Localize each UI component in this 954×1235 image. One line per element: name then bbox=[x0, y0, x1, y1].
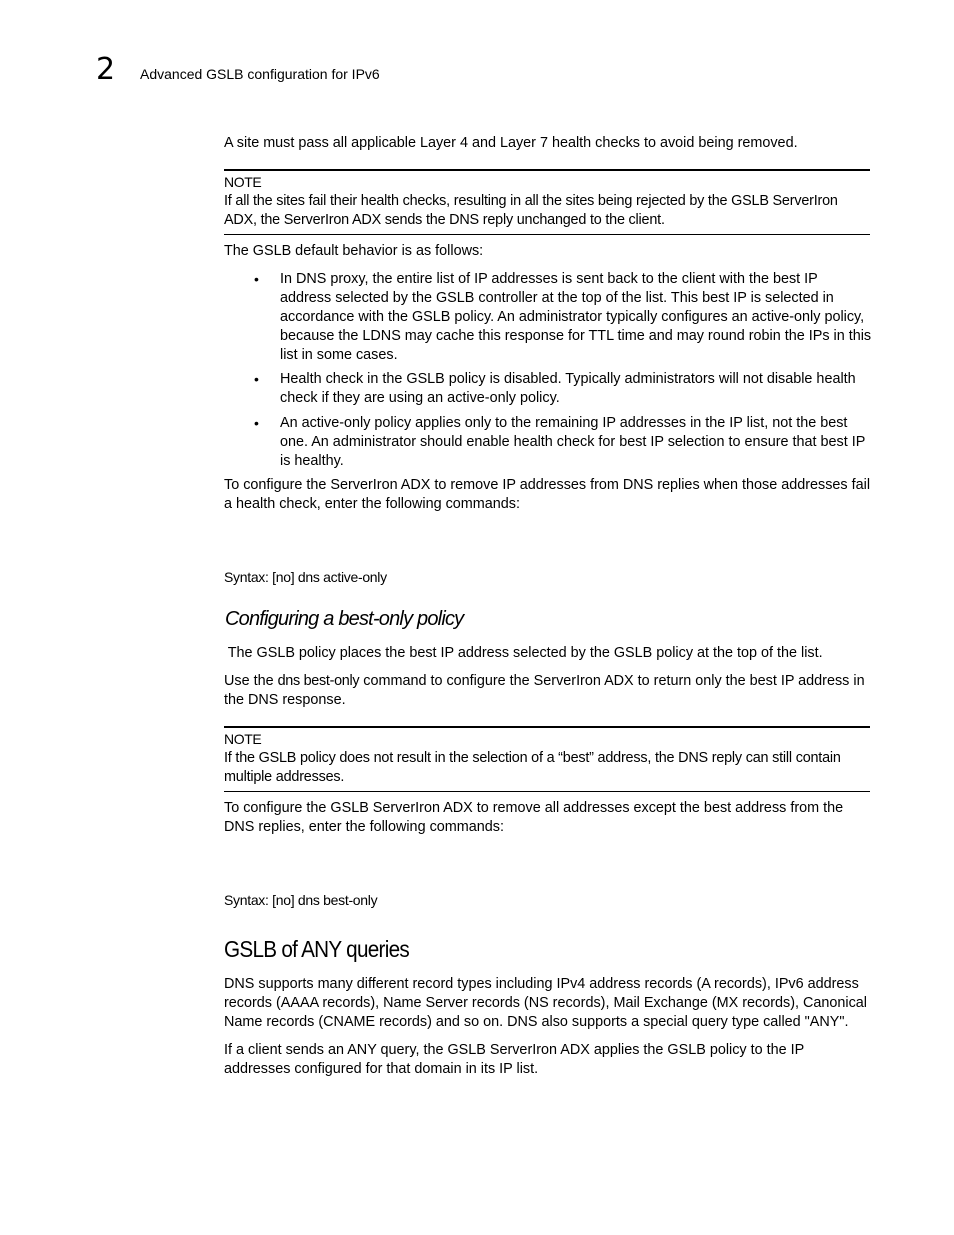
use-suffix-text: command to configure the ServerIron ADX to return only the best IP address in the DNS response. bbox=[224, 673, 865, 708]
configure-best-only-paragraph: To configure the GSLB ServerIron ADX to remove all addresses except the best address from the DNS replies, enter the following commands: bbox=[224, 800, 844, 835]
bullet-item-active-only: An active-only policy applies only to the remaining IP addresses in the IP list, not the best one. An administrator should enable health check for best IP selection to ensure that best IP is healthy. bbox=[280, 415, 866, 469]
best-only-intro-paragraph: The GSLB policy places the best IP address selected by the GSLB policy at the top of the list. bbox=[224, 645, 823, 661]
command-dns-best-only: dns best-only bbox=[277, 673, 360, 689]
bullet-item-health-check: Health check in the GSLB policy is disabled. Typically administrators will not disable health check if they are using an active-only policy. bbox=[280, 371, 856, 406]
intro-paragraph: A site must pass all applicable Layer 4 and Layer 7 health checks to avoid being removed. bbox=[224, 135, 798, 151]
bullet-marker: • bbox=[254, 271, 259, 287]
use-prefix-text: Use the bbox=[224, 673, 278, 689]
note-box-health-check bbox=[224, 169, 870, 235]
subsection-heading-best-only: Configuring a best-only policy bbox=[225, 608, 464, 630]
any-queries-paragraph-2: If a client sends an ANY query, the GSLB ServerIron ADX applies the GSLB policy to the IP addresses configured for that domain in its IP list. bbox=[224, 1042, 804, 1077]
note-label: NOTE bbox=[224, 174, 262, 190]
use-best-only-paragraph bbox=[224, 672, 874, 710]
configure-active-only-paragraph: To configure the ServerIron ADX to remove IP addresses from DNS replies when those addresses fail a health check, enter the following commands: bbox=[224, 477, 871, 512]
note-text: If the GSLB policy does not result in the selection of a “best” address, the DNS reply can still contain multiple addresses. bbox=[224, 750, 841, 785]
note-box-best-address bbox=[224, 726, 870, 792]
chapter-number: 2 bbox=[96, 52, 116, 87]
any-queries-paragraph-1: DNS supports many different record types including IPv4 address records (A records), IPv6 address records (AAAA records), Name Server records (NS records), Mail Exchange (MX records), Canonical Name records (CNAME records) and so on. DNS also supports a special query type called "ANY". bbox=[224, 976, 867, 1030]
default-behavior-lead: The GSLB default behavior is as follows: bbox=[224, 243, 484, 259]
syntax-best-only: Syntax: [no] dns best-only bbox=[224, 892, 378, 908]
note-label: NOTE bbox=[224, 731, 262, 747]
bullet-marker: • bbox=[254, 415, 259, 431]
bullet-marker: • bbox=[254, 371, 259, 387]
section-heading-any-queries: GSLB of ANY queries bbox=[224, 936, 410, 962]
bullet-item-dns-proxy: In DNS proxy, the entire list of IP addresses is sent back to the client with the best IP address selected by the GSLB controller at the top of the list. This best IP is selected in accordance with the GSLB policy. An administrator typically configures an active-only policy, because the LDNS may cache this response for TTL time and may round robin the IPs in this list in some cases. bbox=[280, 271, 872, 363]
syntax-active-only: Syntax: [no] dns active-only bbox=[224, 569, 387, 585]
running-header-title: Advanced GSLB configuration for IPv6 bbox=[140, 66, 380, 82]
note-text: If all the sites fail their health checks, resulting in all the sites being rejected by the GSLB ServerIron ADX, the ServerIron ADX sends the DNS reply unchanged to the client. bbox=[224, 193, 838, 228]
